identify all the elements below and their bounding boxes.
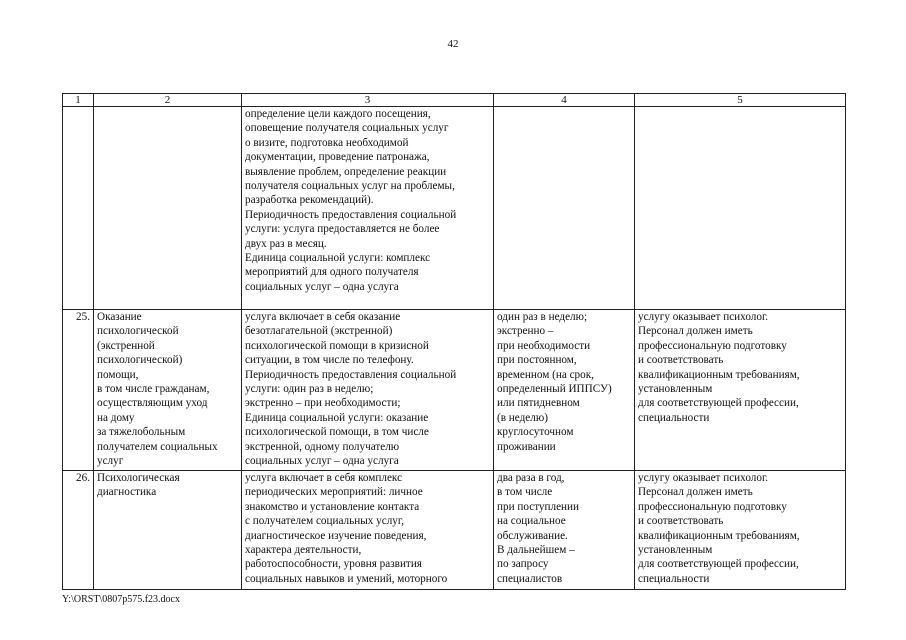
cell-text-line: периодических мероприятий: личное xyxy=(245,486,423,499)
cell-text-line: профессиональную подготовку xyxy=(638,500,787,513)
cell-text-line: (в неделю) xyxy=(497,411,548,424)
table-row xyxy=(63,310,846,471)
cell-text-line: экстренно – xyxy=(497,325,554,338)
table-row xyxy=(63,107,846,310)
cell-text-line: социальных услуг – одна услуга xyxy=(245,280,399,293)
cell-text-line: в том числе гражданам, xyxy=(97,383,210,396)
cell-text-line: для соответствующей профессии, xyxy=(638,397,799,410)
cell-text-line: знакомство и установление контакта xyxy=(245,500,420,513)
service-conditions-cell xyxy=(635,107,846,310)
cell-text-line: диагностика xyxy=(97,486,157,499)
service-periodicity-cell xyxy=(494,310,635,471)
services-table xyxy=(62,93,846,590)
cell-text-line: ситуации, в том числе по телефону. xyxy=(245,354,414,367)
cell-text-line: двух раз в месяц. xyxy=(245,237,327,250)
cell-text-line: квалификационным требованиям, xyxy=(638,368,800,381)
cell-text-line: работоспособности, уровня развития xyxy=(245,558,422,571)
cell-text-line: экстренно – при необходимости; xyxy=(245,397,401,410)
cell-text-line: определение цели каждого посещения, xyxy=(245,108,431,120)
cell-text-line: круглосуточном xyxy=(497,426,574,439)
column-number-header: 3 xyxy=(242,94,494,107)
service-name-cell xyxy=(94,107,242,310)
column-number-header: 4 xyxy=(494,94,635,107)
cell-text-line: на дому xyxy=(97,411,135,424)
cell-text-line: выявление проблем, определение реакции xyxy=(245,165,447,178)
row-number: 26. xyxy=(63,471,94,590)
cell-text-line: документации, проведение патронажа, xyxy=(245,151,430,164)
cell-text-line: получателем социальных xyxy=(97,440,218,453)
service-conditions-cell xyxy=(635,310,846,471)
service-description-cell xyxy=(242,107,494,310)
row-number: 25. xyxy=(63,310,94,471)
cell-text-line: мероприятий для одного получателя xyxy=(245,266,419,279)
cell-text-line: Периодичность предоставления социальной xyxy=(245,368,457,381)
service-conditions-cell xyxy=(635,471,846,590)
cell-text-line: один раз в неделю; xyxy=(497,311,588,323)
file-path-footer: Y:\ORST\0807p575.f23.docx xyxy=(62,594,180,605)
cell-text-line: услугу оказывает психолог. xyxy=(638,472,769,484)
cell-text-line: временном (на срок, xyxy=(497,368,594,381)
cell-text-line: проживании xyxy=(497,440,556,453)
cell-text-line: специальности xyxy=(638,572,710,585)
service-name-cell xyxy=(94,471,242,590)
column-number-header: 2 xyxy=(94,94,242,107)
cell-text-line: (экстренной xyxy=(97,339,155,352)
service-name-cell xyxy=(94,310,242,471)
cell-text-line: оповещение получателя социальных услуг xyxy=(245,122,449,135)
cell-text-line: профессиональную подготовку xyxy=(638,339,787,352)
cell-text-line: два раза в год, xyxy=(497,472,565,484)
cell-text-line: диагностическое изучение поведения, xyxy=(245,529,427,542)
cell-text-line: разработка рекомендаций). xyxy=(245,194,374,207)
cell-text-line: и соответствовать xyxy=(638,354,724,367)
cell-text-line: в том числе xyxy=(497,486,553,499)
cell-text-line: услуга включает в себя оказание xyxy=(245,311,401,323)
cell-text-line: на социальное xyxy=(497,515,566,528)
cell-text-line: по запросу xyxy=(497,558,549,571)
cell-text-line: Персонал должен иметь xyxy=(638,325,753,338)
cell-text-line: определенный ИППСУ) xyxy=(497,383,612,396)
cell-text-line: услуг xyxy=(97,455,124,468)
cell-text-line: психологической xyxy=(97,325,179,338)
cell-text-line: Персонал должен иметь xyxy=(638,486,753,499)
page-number: 42 xyxy=(447,38,459,50)
cell-text-line: Периодичность предоставления социальной xyxy=(245,208,457,221)
cell-text-line: специальности xyxy=(638,411,710,424)
cell-text-line: помощи, xyxy=(97,368,139,381)
cell-text-line: В дальнейшем – xyxy=(497,544,575,557)
cell-text-line: социальных услуг – одна услуга xyxy=(245,455,399,468)
cell-text-line: при постоянном, xyxy=(497,354,577,367)
cell-text-line: экстренной, одному получателю xyxy=(245,440,400,453)
cell-text-line: для соответствующей профессии, xyxy=(638,558,799,571)
service-periodicity-cell xyxy=(494,107,635,310)
cell-text-line: установленным xyxy=(638,383,713,396)
cell-text-line: психологической) xyxy=(97,354,183,367)
cell-text-line: или пятидневном xyxy=(497,397,580,410)
cell-text-line: при поступлении xyxy=(497,500,580,513)
service-periodicity-cell xyxy=(494,471,635,590)
cell-text-line: психологической помощи в кризисной xyxy=(245,339,429,352)
cell-text-line: Единица социальной услуги: оказание xyxy=(245,411,429,424)
cell-text-line: квалификационным требованиям, xyxy=(638,529,800,542)
row-number xyxy=(63,107,94,310)
cell-text-line: при необходимости xyxy=(497,339,591,352)
cell-text-line: установленным xyxy=(638,544,713,557)
column-number-header: 1 xyxy=(63,94,94,107)
cell-text-line: характера деятельности, xyxy=(245,544,362,557)
cell-text-line: и соответствовать xyxy=(638,515,724,528)
cell-text-line: услугу оказывает психолог. xyxy=(638,311,769,323)
cell-text-line: Психологическая xyxy=(97,472,180,484)
cell-text-line: услуги: один раз в неделю; xyxy=(245,383,374,396)
cell-text-line: осуществляющим уход xyxy=(97,397,208,410)
cell-text-line: Единица социальной услуги: комплекс xyxy=(245,252,431,265)
cell-text-line: услуга включает в себя комплекс xyxy=(245,472,403,484)
cell-text-line: Оказание xyxy=(97,311,142,323)
cell-text-line: специалистов xyxy=(497,572,563,585)
table-header-row xyxy=(63,94,846,107)
service-description-cell xyxy=(242,310,494,471)
cell-text-line: о визите, подготовка необходимой xyxy=(245,136,409,149)
table-row xyxy=(63,471,846,590)
cell-text-line: безотлагательной (экстренной) xyxy=(245,325,393,338)
cell-text-line: психологической помощи, в том числе xyxy=(245,426,429,439)
cell-text-line: услуги: услуга предоставляется не более xyxy=(245,223,440,236)
cell-text-line: обслуживание. xyxy=(497,529,568,542)
cell-text-line: социальных навыков и умений, моторного xyxy=(245,572,448,585)
cell-text-line: за тяжелобольным xyxy=(97,426,186,439)
service-description-cell xyxy=(242,471,494,590)
cell-text-line: получателя социальных услуг на проблемы, xyxy=(245,180,455,193)
cell-text-line: с получателем социальных услуг, xyxy=(245,515,404,528)
column-number-header: 5 xyxy=(635,94,846,107)
